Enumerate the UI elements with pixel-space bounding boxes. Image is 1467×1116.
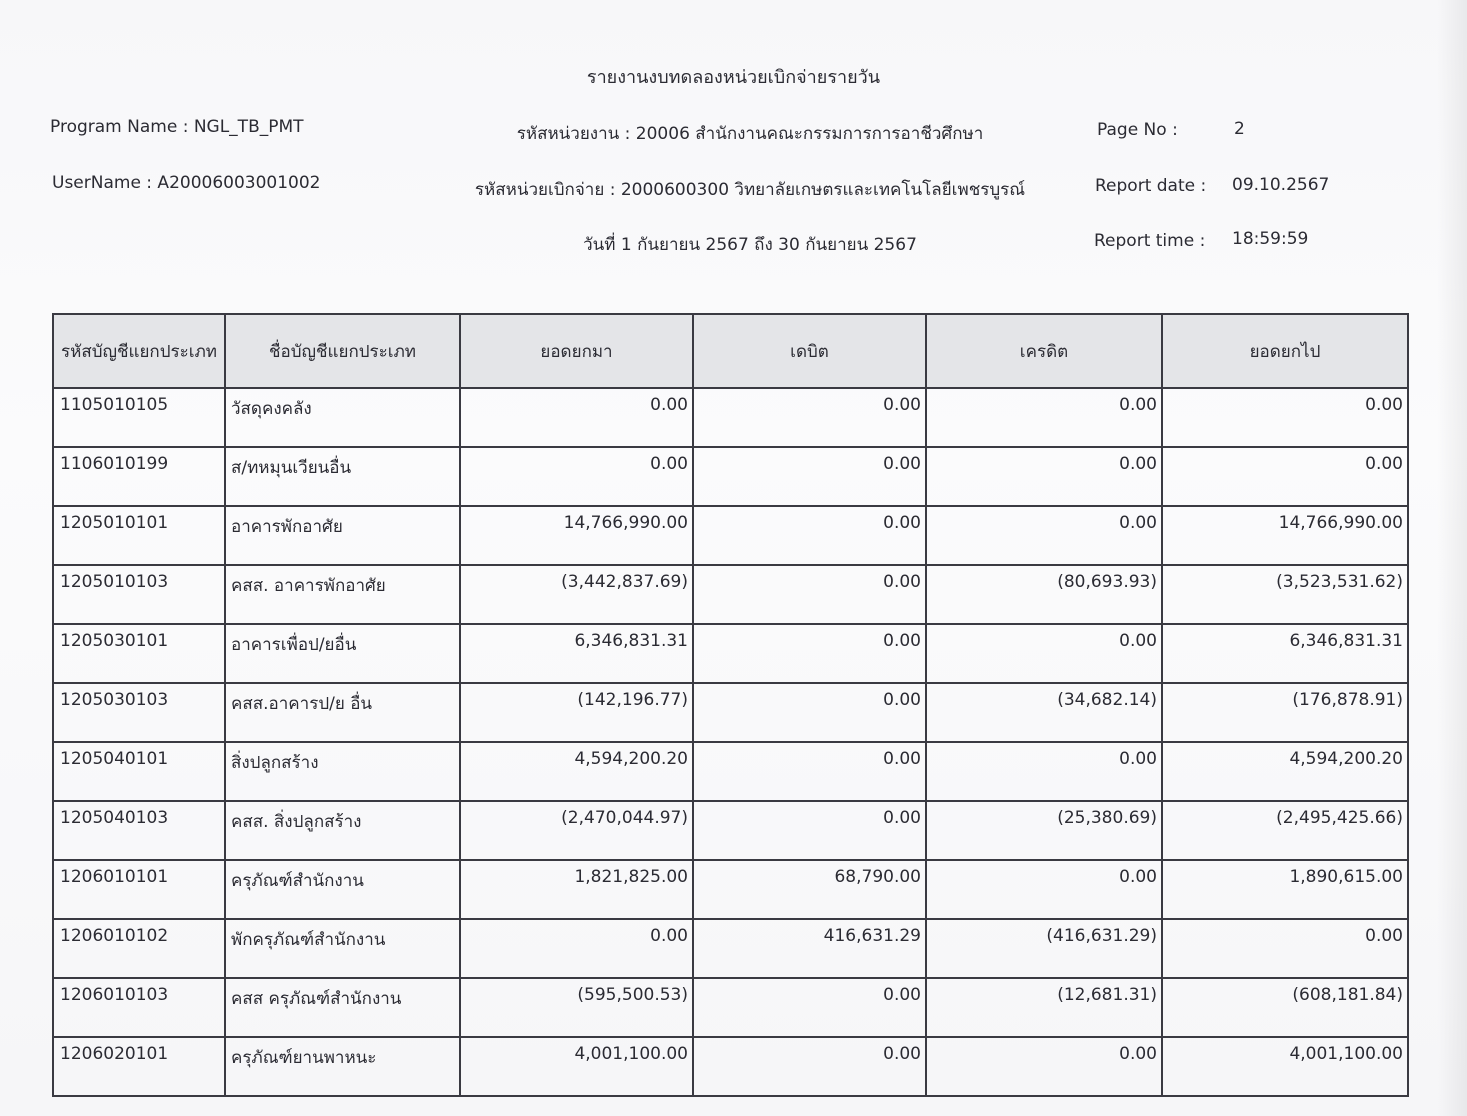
credit-cell: (416,631.29) [926, 919, 1162, 978]
agency-code: รหัสหน่วยงาน : 20006 สำนักงานคณะกรรมการการอาชีวศึกษา [516, 124, 984, 144]
disbursing-unit-code: รหัสหน่วยเบิกจ่าย : 2000600300 วิทยาลัยเกษตรและเทคโนโลยีเพชรบูรณ์ [474, 180, 1026, 200]
report-time-label: Report time : [1094, 231, 1206, 251]
page-no-value: 2 [1234, 119, 1245, 139]
header-account-code: รหัสบัญชีแยกประเภท [53, 314, 225, 388]
debit-cell: 68,790.00 [693, 860, 926, 919]
account-name-cell: อาคารพักอาศัย [225, 506, 460, 565]
credit-cell: 0.00 [926, 742, 1162, 801]
account-code-cell: 1205010101 [53, 506, 225, 565]
opening-balance-cell: (142,196.77) [460, 683, 693, 742]
opening-balance-cell: (2,470,044.97) [460, 801, 693, 860]
debit-cell: 0.00 [693, 506, 926, 565]
account-code-cell: 1206010102 [53, 919, 225, 978]
debit-cell: 0.00 [693, 624, 926, 683]
account-code-cell: 1205040101 [53, 742, 225, 801]
closing-balance-cell: (176,878.91) [1162, 683, 1408, 742]
opening-balance-cell: 14,766,990.00 [460, 506, 693, 565]
opening-balance-cell: 0.00 [460, 919, 693, 978]
account-name-cell: คสส ครุภัณฑ์สำนักงาน [225, 978, 460, 1037]
header-debit: เดบิต [693, 314, 926, 388]
debit-cell: 0.00 [693, 388, 926, 447]
account-name-cell: ครุภัณฑ์สำนักงาน [225, 860, 460, 919]
account-code-cell: 1206010101 [53, 860, 225, 919]
table-row [53, 978, 1408, 1037]
account-name-cell: ครุภัณฑ์ยานพาหนะ [225, 1037, 460, 1096]
date-range: วันที่ 1 กันยายน 2567 ถึง 30 กันยายน 2567 [583, 235, 917, 255]
debit-cell: 0.00 [693, 1037, 926, 1096]
credit-cell: (25,380.69) [926, 801, 1162, 860]
account-name-cell: วัสดุคงคลัง [225, 388, 460, 447]
closing-balance-cell: 1,890,615.00 [1162, 860, 1408, 919]
closing-balance-cell: (2,495,425.66) [1162, 801, 1408, 860]
header-opening-balance: ยอดยกมา [460, 314, 693, 388]
report-date-value: 09.10.2567 [1232, 175, 1330, 195]
account-code-cell: 1206010103 [53, 978, 225, 1037]
account-name-cell: สิ่งปลูกสร้าง [225, 742, 460, 801]
credit-cell: 0.00 [926, 388, 1162, 447]
credit-cell: 0.00 [926, 624, 1162, 683]
debit-cell: 416,631.29 [693, 919, 926, 978]
opening-balance-cell: 4,594,200.20 [460, 742, 693, 801]
debit-cell: 0.00 [693, 742, 926, 801]
trial-balance-table [52, 313, 1409, 1097]
debit-cell: 0.00 [693, 565, 926, 624]
closing-balance-cell: 4,001,100.00 [1162, 1037, 1408, 1096]
account-code-cell: 1205030101 [53, 624, 225, 683]
report-title: รายงานงบทดลองหน่วยเบิกจ่ายรายวัน [586, 67, 881, 88]
table-row [53, 919, 1408, 978]
opening-balance-cell: 0.00 [460, 447, 693, 506]
table-row [53, 1037, 1408, 1096]
account-code-cell: 1205030103 [53, 683, 225, 742]
closing-balance-cell: 6,346,831.31 [1162, 624, 1408, 683]
page-no-label: Page No : [1097, 120, 1178, 140]
table-row [53, 506, 1408, 565]
closing-balance-cell: 0.00 [1162, 919, 1408, 978]
table-row [53, 388, 1408, 447]
table-row [53, 742, 1408, 801]
credit-cell: 0.00 [926, 860, 1162, 919]
account-name-cell: คสส. สิ่งปลูกสร้าง [225, 801, 460, 860]
table-row [53, 860, 1408, 919]
opening-balance-cell: 4,001,100.00 [460, 1037, 693, 1096]
table-row [53, 565, 1408, 624]
closing-balance-cell: 4,594,200.20 [1162, 742, 1408, 801]
credit-cell: 0.00 [926, 447, 1162, 506]
table-header-row [53, 314, 1408, 388]
report-time-value: 18:59:59 [1232, 229, 1309, 249]
closing-balance-cell: (608,181.84) [1162, 978, 1408, 1037]
opening-balance-cell: 6,346,831.31 [460, 624, 693, 683]
account-code-cell: 1105010105 [53, 388, 225, 447]
account-code-cell: 1106010199 [53, 447, 225, 506]
program-name: Program Name : NGL_TB_PMT [50, 117, 304, 137]
debit-cell: 0.00 [693, 978, 926, 1037]
account-code-cell: 1205010103 [53, 565, 225, 624]
opening-balance-cell: 1,821,825.00 [460, 860, 693, 919]
table-row [53, 447, 1408, 506]
header-closing-balance: ยอดยกไป [1162, 314, 1408, 388]
credit-cell: 0.00 [926, 1037, 1162, 1096]
table-row [53, 801, 1408, 860]
table-row [53, 624, 1408, 683]
account-name-cell: คสส. อาคารพักอาศัย [225, 565, 460, 624]
report-date-label: Report date : [1095, 176, 1207, 196]
debit-cell: 0.00 [693, 801, 926, 860]
table-row [53, 683, 1408, 742]
credit-cell: (80,693.93) [926, 565, 1162, 624]
account-name-cell: อาคารเพื่อป/ยอื่น [225, 624, 460, 683]
account-name-cell: ส/ทหมุนเวียนอื่น [225, 447, 460, 506]
header-credit: เครดิต [926, 314, 1162, 388]
closing-balance-cell: 0.00 [1162, 388, 1408, 447]
account-name-cell: คสส.อาคารป/ย อื่น [225, 683, 460, 742]
opening-balance-cell: 0.00 [460, 388, 693, 447]
closing-balance-cell: 0.00 [1162, 447, 1408, 506]
closing-balance-cell: 14,766,990.00 [1162, 506, 1408, 565]
debit-cell: 0.00 [693, 683, 926, 742]
credit-cell: (34,682.14) [926, 683, 1162, 742]
account-code-cell: 1205040103 [53, 801, 225, 860]
account-code-cell: 1206020101 [53, 1037, 225, 1096]
credit-cell: 0.00 [926, 506, 1162, 565]
debit-cell: 0.00 [693, 447, 926, 506]
account-name-cell: พักครุภัณฑ์สำนักงาน [225, 919, 460, 978]
header-account-name: ชื่อบัญชีแยกประเภท [225, 314, 460, 388]
user-name: UserName : A20006003001002 [52, 173, 321, 193]
opening-balance-cell: (595,500.53) [460, 978, 693, 1037]
opening-balance-cell: (3,442,837.69) [460, 565, 693, 624]
page-edge-shadow [1437, 0, 1467, 1116]
credit-cell: (12,681.31) [926, 978, 1162, 1037]
closing-balance-cell: (3,523,531.62) [1162, 565, 1408, 624]
